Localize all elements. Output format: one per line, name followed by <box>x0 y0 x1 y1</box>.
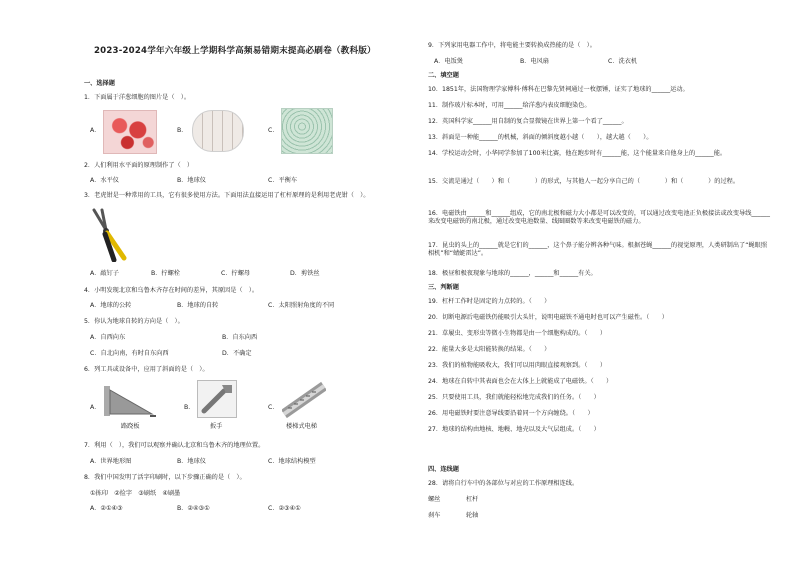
q8-option-b: B．②④③① <box>177 505 210 512</box>
question-16: 16．电磁铁由______和______组成，它的南北极和磁力大小都是可以改变的，可以通过改变电池正负极接法或改变导线______来改变电磁铁的南北极，通过改变电池数量、线圈圈数等来改变电磁铁的磁力。 <box>428 210 770 225</box>
seesaw-ramp-image <box>102 382 158 420</box>
q8-option-c: C．②③④① <box>268 505 301 512</box>
q3-option-d: D．剪铁丝 <box>290 270 320 277</box>
onion-cell-image <box>192 110 244 152</box>
q2-option-a: A．水平仪 <box>90 177 119 184</box>
question-24: 24．地球在自转中其表面也会在大体上上就能成了电磁铁。（ ） <box>428 378 613 385</box>
question-23: 23．我们的植物能吸收大，我们可以用肉眼直接观察到。（ ） <box>428 362 607 369</box>
match-right-1: 杠杆 <box>466 496 479 503</box>
question-2: 2．人们利用水平面的原理制作了（ ） <box>84 162 194 169</box>
question-1: 1．下面属于洋葱细胞的图片是（ ）。 <box>84 94 191 101</box>
q8-steps: ①拣印 ②捡字 ③刷纸 ④刷墨 <box>90 490 181 497</box>
page-title: 2023-2024学年六年级上学期科学高频易错期末提高必刷卷（教科版） <box>94 46 376 56</box>
question-8: 8．我们中国发明了活字印刷时，以下步骤正确的是（ ）。 <box>84 474 246 481</box>
q6-option-c-caption: 楼梯式电梯 <box>286 423 317 430</box>
match-right-2: 轮轴 <box>466 512 479 519</box>
question-27: 27．地球的结构由地核、地幔、地壳以及大气层组成。（ ） <box>428 426 600 433</box>
question-26: 26．用电磁铁时要注意导线要沿着同一个方向缠绕。（ ） <box>428 410 594 417</box>
question-10: 10．1851年，法国物理学家傅科·傅科在巴黎先贤祠通过一枚摆锤，证实了地球的______运动。 <box>428 86 689 93</box>
question-9: 9．下列家用电器工作中，将电能主要转换成热能的是（ ）。 <box>428 42 596 49</box>
q3-option-b: B．拧螺栓 <box>151 270 180 277</box>
q6-option-b: B． <box>184 404 195 411</box>
question-11: 11．制作玻片标本时，可用______给洋葱内表皮细胞染色。 <box>428 102 591 109</box>
question-21: 21．草履虫、变形虫等微小生物都是由一个细胞构成的。（ ） <box>428 330 607 337</box>
q4-option-b: B．地球的自转 <box>177 302 219 309</box>
question-5: 5．你认为地球自转的方向是（ ）。 <box>84 318 184 325</box>
question-7: 7．利用（ ），我们可以观察并确认北京和乌鲁木齐的地理位置。 <box>84 442 265 449</box>
question-17: 17．昆虫的头上的______就是它们的______，这个鼻子能分辨各种气味。根据苍蝇______的视觉原理，人类研制出了“蝇眼照相机”和“蜻蜓雷达”。 <box>428 242 768 257</box>
question-4: 4．小明发现北京和乌鲁木齐存在时间的差异，其原因是（ ）。 <box>84 287 259 294</box>
q4-option-c: C．太阳照射角度的不同 <box>268 302 335 309</box>
q1-option-b: B． <box>177 127 188 134</box>
q5-option-c: C．自北向南，有时自东向西 <box>90 350 169 357</box>
q6-option-a-caption: 路跷板 <box>121 423 140 430</box>
q2-option-b: B．地球仪 <box>177 177 206 184</box>
question-20: 20．切断电源后电磁铁仍能吸引大头针，说明电磁铁不通电时也可以产生磁性。（ ） <box>428 314 668 321</box>
section-heading-match: 四、连线题 <box>428 466 459 473</box>
match-left-2: 刹车 <box>428 512 441 519</box>
q8-option-a: A．②①④③ <box>90 505 123 512</box>
q6-option-b-caption: 扳手 <box>210 423 223 430</box>
q4-option-a: A．地球的公转 <box>90 302 132 309</box>
q5-option-a: A．自西向东 <box>90 334 126 341</box>
question-18: 18．极昼和极夜现象与地球的______，______和______有关。 <box>428 270 597 277</box>
q9-option-b: B．电风扇 <box>520 58 549 65</box>
wrench-image <box>197 380 237 418</box>
pliers-image <box>88 206 132 262</box>
red-blood-cell-image <box>103 110 157 154</box>
match-left-1: 螺丝 <box>428 496 441 503</box>
question-15: 15．交流是通过（ ）和（ ）的形式，与其他人一起分享自己的（ ）和（ ）的过程。 <box>428 178 740 185</box>
question-3: 3．老虎钳是一种常用的工具，它有很多使用方法。下面用法直接运用了杠杆原理的是利用老虎钳（ ）。 <box>84 192 370 199</box>
section-heading-choice: 一、选择题 <box>84 80 115 87</box>
q9-option-c: C．洗衣机 <box>608 58 638 65</box>
question-14: 14．学校运动会时，小华同学参加了100米比赛，他在跑步时有______能，这个能量来自他身上的______能。 <box>428 150 727 157</box>
q6-option-c: C． <box>268 404 279 411</box>
q7-option-c: C．地球结构模型 <box>268 458 316 465</box>
q7-option-b: B．地球仪 <box>177 458 206 465</box>
question-25: 25．只要使用工具，我们就能轻松地完成我们的任务。（ ） <box>428 394 600 401</box>
q6-option-a: A． <box>90 404 101 411</box>
question-6: 6．列工具或设备中，应用了斜面的是（ ）。 <box>84 366 209 373</box>
q7-option-a: A．世界地形图 <box>90 458 132 465</box>
question-19: 19．杠杆工作时是固定的力点转的。（ ） <box>428 298 551 305</box>
q5-option-d: D．不确定 <box>222 350 252 357</box>
section-heading-judge: 三、判断题 <box>428 284 459 291</box>
q1-option-c: C． <box>268 127 279 134</box>
question-28: 28．请将自行车中的各部位与对应的工作原理相连线。 <box>428 480 579 487</box>
q9-option-a: A．电饭煲 <box>434 58 463 65</box>
question-12: 12．英国科学家______用自制的复合显微镜在世界上第一个看了______。 <box>428 118 628 125</box>
leaf-cell-image <box>281 108 333 154</box>
question-22: 22．能量大多是太阳能转换的结果。（ ） <box>428 346 551 353</box>
section-heading-fill: 二、填空题 <box>428 72 459 79</box>
q3-option-c: C．拧螺母 <box>221 270 251 277</box>
question-13: 13．斜面是一种能______的机械，斜面的倾斜度越小越（ ），越大越（ ）。 <box>428 134 653 141</box>
q2-option-c: C．平衡车 <box>268 177 298 184</box>
escalator-image <box>282 380 326 418</box>
q5-option-b: B．自东向西 <box>222 334 258 341</box>
q1-option-a: A． <box>90 127 101 134</box>
q3-option-a: A．敲钉子 <box>90 270 119 277</box>
